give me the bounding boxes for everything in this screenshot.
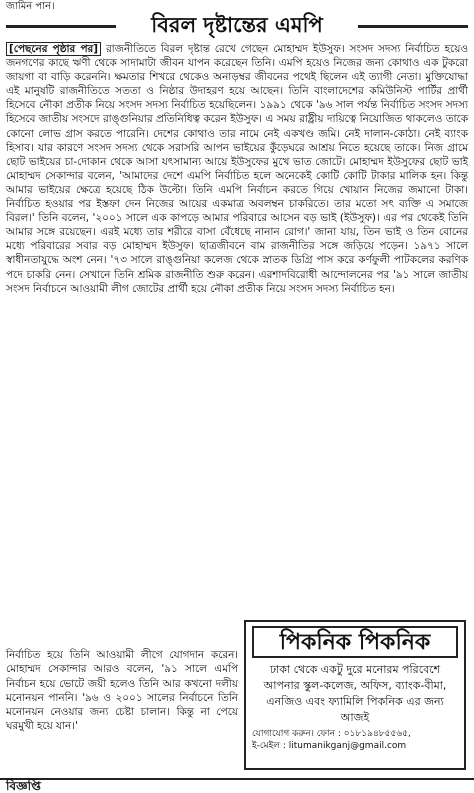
ad-contact <box>252 728 458 752</box>
ad-title: পিকনিক পিকনিক <box>252 626 458 658</box>
ad-body: ঢাকা থেকে একটু দুরে মনোরম পরিবেশে আপনার স্কুল-কলেজ, অফিস, ব্যাংক-বীমা, এনজিও এবং ফ্যামিলি পিকনিক এর জন্য আজই <box>263 663 447 724</box>
headline-block <box>6 10 468 40</box>
picnic-advertisement <box>244 620 466 770</box>
article-continuation-text: নির্বাচিত হয়ে তিনি আওয়ামী লীগে যোগদান করেন। মোহাম্মদ সেকান্দার আরও বলেন, '৯১ সালে এমপি নির্বাচন হয়ে ভোটে জয়ী হলেও তিনি আর কখনো দলীয় মনোনয়ন পাননি। '৯৬ ও ২০০১ সালের নির্বাচনে তিনি মনোনয়ন নেওয়ার জন্য চেষ্টা চালান। কিন্তু না পেয়ে ঘরমুখী হয়ে যান।' <box>6 649 238 732</box>
article-continuation <box>6 638 238 743</box>
continuation-kicker: [পেছনের পৃষ্ঠার পর] <box>6 42 101 56</box>
headline: বিরল দৃষ্টান্তের এমপি <box>151 12 323 37</box>
article-paragraph <box>6 42 468 296</box>
article-text: রাজনীতিতে বিরল দৃষ্টান্ত রেখে গেছেন মোহাম্মদ ইউসুফ। সংসদ সদস্য নির্বাচিত হয়েও জনগণের কাছে ঋণী থেকে সাদামাটা জীবন যাপন করেছেন তিনি। এমপি হয়েও নিজের জন্য কোথাও এক টুকরো জায়গা বা বাড়ি করেননি। ক্ষমতার শিখরে থেকেও অনাড়ম্বর জীবনের পথেই ছিলেন এই ত্যাগী নেতা। মুক্তিযোদ্ধা এই মানুষটি রাজনীতিতে সততা ও নিষ্ঠার উদাহরণ হয়ে আছেন। তিনি বাংলাদেশের কমিউনিস্ট পার্টির প্রার্থী হিসেবে নৌকা প্রতীক নিয়ে সংসদ সদস্য নির্বাচিত হয়েছিলেন। ১৯৯১ থেকে '৯৬ সাল পর্যন্ত নির্বাচিত সংসদ সদস্য হিসেবে জাতীয় সংসদে রাঙ্গুনিয়ার প্রতিনিধিত্ব করেন ইউসুফ। এ সময় রাষ্ট্রীয় দায়িত্বে নিয়োজিত থাকলেও তাকে কোনো লোভ গ্রাস করতে পারেনি। দেশের কোথাও তার নামে নেই একখণ্ড জমি। নেই দালান-কোঠা। নেই ব্যাংক হিসাব। যার কারণে সংসদ সদস্য থেকে সরাসরি আপন ভাইয়ের কুঁড়েঘরে আশ্রয় নিতে হয়েছে তাকে। নিজ গ্রামে ছোট ভাইয়ের চা-দোকান থেকে আসা যৎসামান্য আয়ে ইউসুফের মুখে ভাত জোটে। মোহাম্মদ ইউসুফের ছোট ভাই মোহাম্মদ সেকান্দার বলেন, 'আমাদের দেশে এমপি নির্বাচিত হলে অনেকেই কোটি কোটি টাকার মালিক হন। কিন্তু আমার ভাইয়ের ক্ষেত্রে হয়েছে ঠিক উল্টো। তিনি এমপি নির্বাচন করতে গিয়ে খোয়ান নিজের জমানো টাকা। নির্বাচিত হওয়ার পর ইস্তফা দেন নিজের আয়ের একমাত্র অবলম্বন চাকরিতে। তার মতো সৎ ব্যক্তি এ সমাজে বিরল।' তিনি বলেন, '২০০১ সালে এক কাপড়ে আমার পরিবারে আসেন বড় ভাই (ইউসুফ)। এর পর থেকেই তিনি আমার সঙ্গে রয়েছেন। এরই মধ্যে তার শরীরে বাসা বেঁধেছে নানান রোগ।' জানা যায়, তিন ভাই ও তিন বোনের মধ্যে পরিবারের সবার বড় মোহাম্মদ ইউসুফ। ছাত্রজীবনে বাম রাজনীতির সঙ্গে জড়িয়ে পড়েন। ১৯৭১ সালে স্বাধীনতাযুদ্ধে অংশ নেন। '৭৩ সালে রাঙ্গুনিয়া কলেজ থেকে স্নাতক ডিগ্রি পাস করে কর্ণফুলী পাটকলের করণিক পদে চাকরি নেন। সেখানে তিনি শ্রমিক রাজনীতি শুরু করেন। এরশাদবিরোধী আন্দোলনের পর '৯১ সালে জাতীয় সংসদ নির্বাচনে আওয়ামী লীগ জোটের প্রার্থী হয়ে নৌকা প্রতীক নিয়ে সংসদ সদস্য নির্বাচিত হন। <box>6 43 468 295</box>
article-body <box>6 42 468 296</box>
previous-article-snippet: জামিন পান। <box>6 1 55 12</box>
headline-rule-left <box>6 25 116 28</box>
ad-phone: যোগাযোগ করুন। ফোন : ০১৮১৯৪৮৫৫৬৫, <box>252 729 411 739</box>
ad-email: ই-মেইল : litumanikganj@gmail.com <box>252 741 407 751</box>
next-section-heading: বিজ্ঞপ্তি <box>6 779 41 793</box>
headline-rule-right <box>358 25 468 28</box>
bottom-rule <box>0 778 474 780</box>
next-section-strip <box>0 778 474 792</box>
